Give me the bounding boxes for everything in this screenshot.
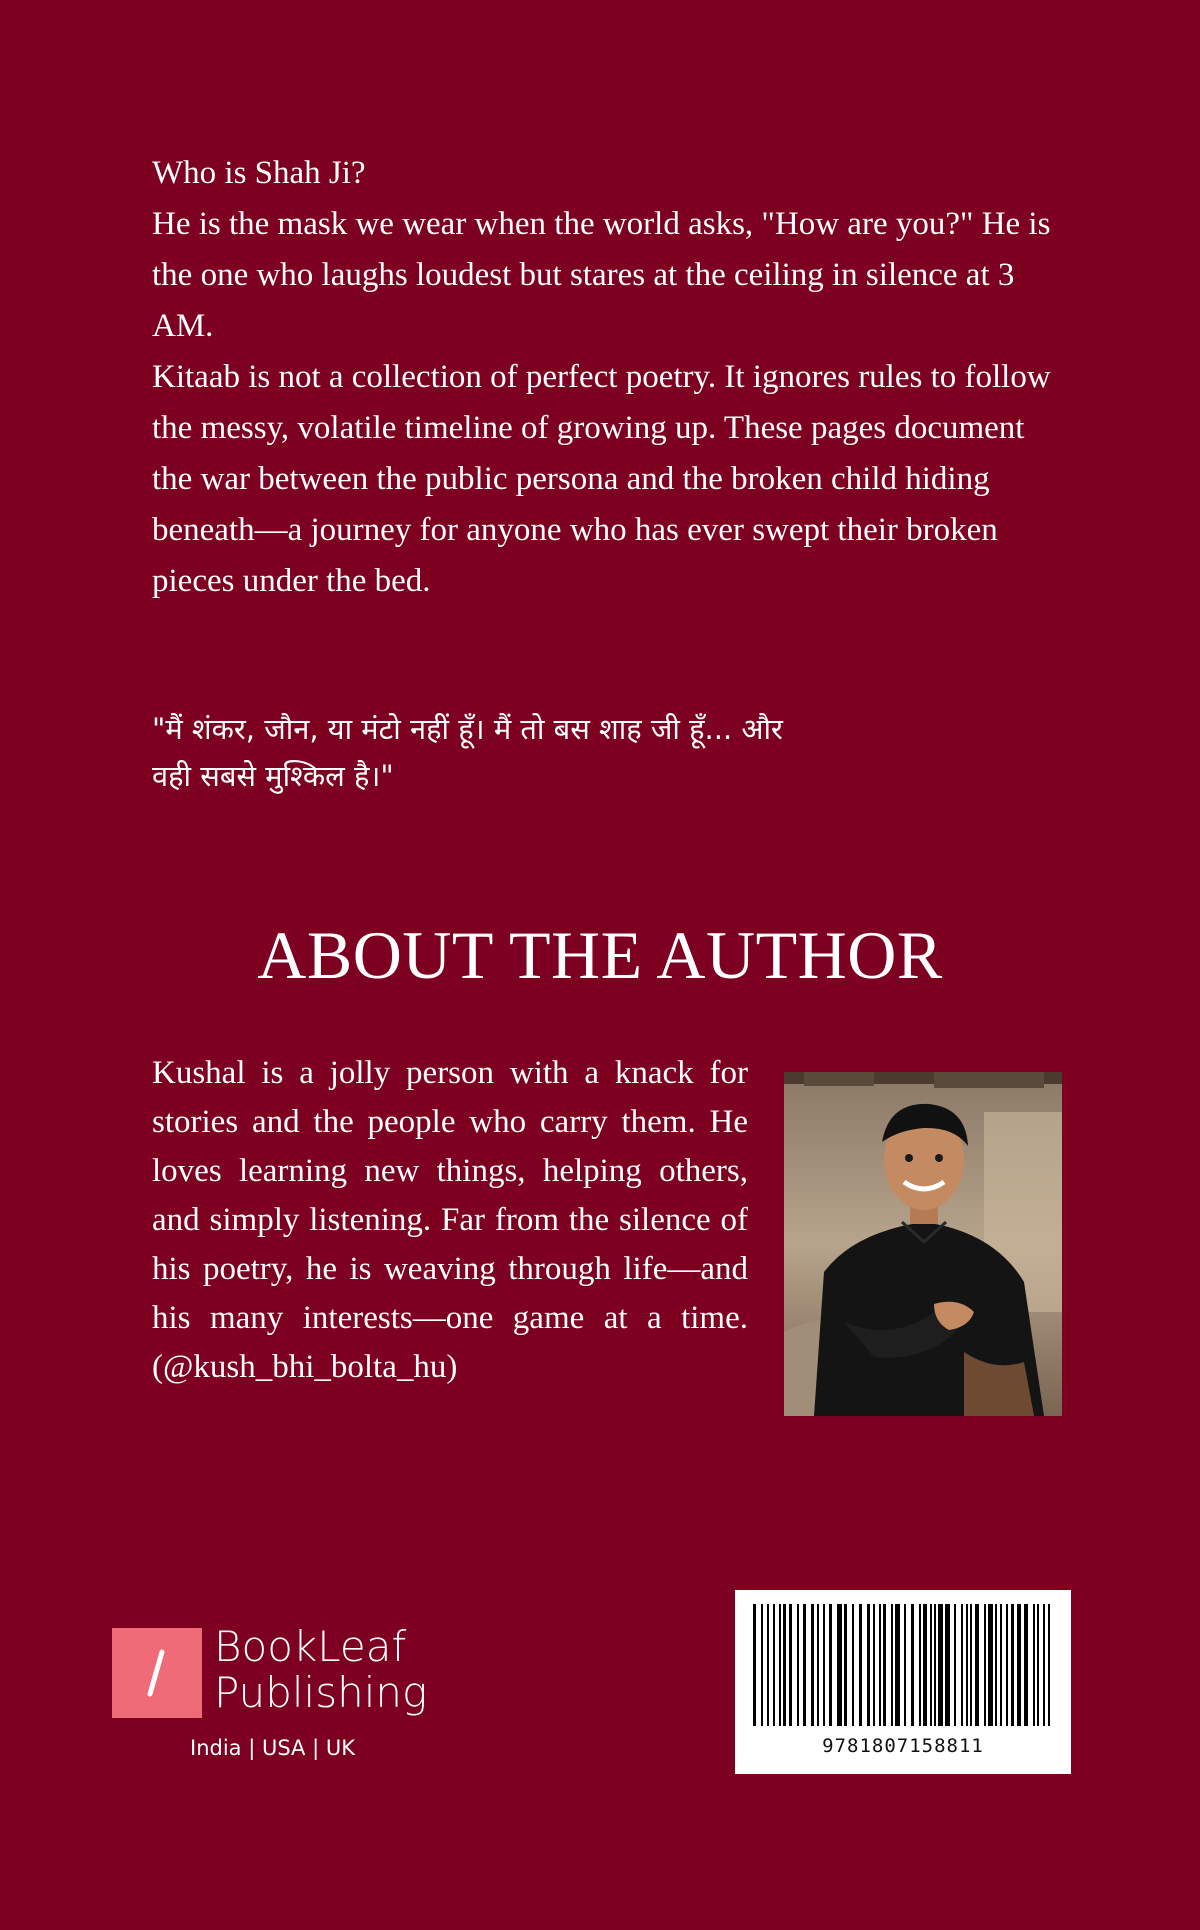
barcode-bar <box>761 1604 763 1726</box>
barcode-bar <box>1033 1604 1035 1726</box>
publisher-regions: India | USA | UK <box>190 1736 355 1760</box>
publisher-name <box>214 1624 427 1716</box>
barcode-bar <box>1017 1604 1021 1726</box>
barcode-bar <box>938 1604 943 1726</box>
barcode-bar <box>773 1604 775 1726</box>
barcode-bar <box>970 1604 972 1726</box>
barcode-bar <box>995 1604 997 1726</box>
hindi-quote <box>152 706 1052 800</box>
barcode-bar <box>919 1604 921 1726</box>
barcode-bar <box>837 1604 842 1726</box>
barcode-bar <box>923 1604 927 1726</box>
blurb <box>152 148 1052 607</box>
barcode-bar <box>867 1604 870 1726</box>
barcode-bar <box>911 1604 914 1726</box>
barcode-bar <box>879 1604 881 1726</box>
barcode-bar <box>767 1604 769 1726</box>
barcode-bar <box>891 1604 893 1726</box>
barcode-bar <box>859 1604 862 1726</box>
barcode-bar <box>852 1604 854 1726</box>
barcode-bar <box>966 1604 968 1726</box>
barcode-bar <box>930 1604 932 1726</box>
barcode-bar <box>883 1604 886 1726</box>
barcode-bar <box>1024 1604 1028 1726</box>
barcode-bar <box>797 1604 799 1726</box>
barcode-bar <box>783 1604 786 1726</box>
publisher-name-line-2: Publishing <box>214 1668 428 1717</box>
barcode-bar <box>811 1604 814 1726</box>
barcode-bar <box>961 1604 963 1726</box>
publisher-name-line-1: BookLeaf <box>214 1622 407 1671</box>
isbn-number: 9781807158811 <box>822 1735 984 1757</box>
barcode-bar <box>934 1604 936 1726</box>
barcode-bar <box>817 1604 819 1726</box>
barcode-bar <box>844 1604 847 1726</box>
hindi-quote-line-2: वही सबसे मुश्किल है।" <box>152 759 394 793</box>
about-author-heading: ABOUT THE AUTHOR <box>257 917 943 993</box>
blurb-question: Who is Shah Ji? <box>152 155 366 191</box>
blurb-paragraph-2: Kitaab is not a collection of perfect poetry. It ignores rules to follow the messy, volatile timeline of growing up. These pages document the war between the public persona and the broken child hiding beneath—a journey for anyone who has ever swept their broken pieces under the bed. <box>152 359 1051 599</box>
isbn-barcode <box>735 1590 1071 1774</box>
barcode-bar <box>975 1604 979 1726</box>
barcode-bar <box>1011 1604 1014 1726</box>
author-bio: Kushal is a jolly person with a knack for stories and the people who carry them. He loves learning new things, helping others, and simply listening. Far from the silence of his poetry, he is weaving through life—and his many interests—one game at a time. (@kush_bhi_bolta_hu) <box>152 1055 748 1385</box>
hindi-quote-line-1: "मैं शंकर, जौन, या मंटो नहीं हूँ। मैं तो बस शाह जी हूँ... और <box>152 712 783 746</box>
blurb-paragraph-1: He is the mask we wear when the world asks, "How are you?" He is the one who laughs loudest but stares at the ceiling in silence at 3 AM. <box>152 206 1051 344</box>
barcode-bar <box>904 1604 906 1726</box>
barcode-bar <box>753 1604 756 1726</box>
barcode-bar <box>779 1604 781 1726</box>
barcode-bar <box>984 1604 986 1726</box>
barcode-bar <box>1043 1604 1045 1726</box>
barcode-bar <box>1048 1604 1050 1726</box>
barcode-bar <box>895 1604 900 1726</box>
barcode-bars <box>735 1590 1071 1730</box>
barcode-bar <box>789 1604 792 1726</box>
barcode-bar <box>945 1604 950 1726</box>
barcode-bar <box>803 1604 806 1726</box>
barcode-bar <box>1006 1604 1008 1726</box>
barcode-bar <box>954 1604 956 1726</box>
author-photo <box>784 1072 1062 1416</box>
bookleaf-logo <box>112 1622 472 1760</box>
bookleaf-slash-icon <box>112 1628 202 1718</box>
barcode-bar <box>1000 1604 1002 1726</box>
barcode-bar <box>873 1604 875 1726</box>
barcode-bar <box>988 1604 993 1726</box>
barcode-bar <box>1037 1604 1039 1726</box>
barcode-bar <box>829 1604 832 1726</box>
barcode-bar <box>823 1604 825 1726</box>
